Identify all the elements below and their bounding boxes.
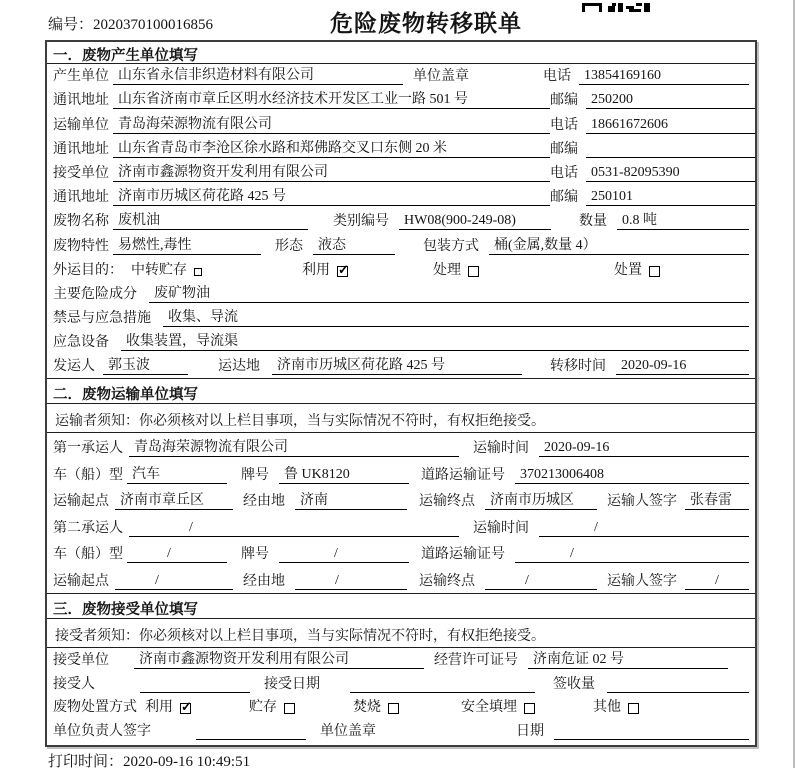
sender-label: 发运人 [53,359,95,375]
carrier-sign-field: / [685,573,749,590]
sender-field: 郭玉波 [103,354,188,375]
permit-field: 济南危证 02 号 [528,648,728,669]
unit-seal-label: 单位盖章 [320,724,376,740]
zip-field: 250101 [586,189,756,206]
plate-label: 牌号 [241,467,269,483]
date-field [554,723,749,740]
print-time-label: 打印时间： [48,754,124,770]
via-label: 经由地 [243,494,285,510]
dispatch-row [53,354,749,378]
address-label: 通讯地址 [53,190,109,206]
waste-character-row [53,233,749,257]
section3-body [47,648,755,743]
permit-label: 经营许可证号 [434,652,518,668]
producer-field: 山东省永信非织造材料有限公司 [113,64,403,85]
quantity-label: 数量 [579,214,607,230]
checkbox [649,266,660,277]
destination-field: 济南市历城区荷花路 425 号 [272,354,522,375]
producer-row [53,64,749,88]
carrier2-label: 第二承运人 [53,520,123,536]
character-label: 废物特性 [53,238,109,254]
address-field: 山东省青岛市李沧区徐水路和郑佛路交叉口东侧 20 米 [113,137,550,158]
quantity-field: 0.8 吨 [617,209,749,230]
via-label: 经由地 [243,574,285,589]
waste-name-label: 废物名称 [53,214,109,230]
zip-label: 邮编 [550,141,578,157]
purpose-option-treat [433,259,479,279]
checkbox [194,268,202,276]
manifest-form-table [45,40,757,747]
section1-body [47,64,755,378]
address-field: 济南市历城区荷花路 425 号 [113,185,550,206]
hazard-field: 废矿物油 [149,282,749,303]
zip-field [586,141,756,158]
origin-field: / [115,573,233,590]
phone-label: 电话 [543,69,571,85]
accept-date-label: 接受日期 [264,676,320,692]
producer-address-row [53,88,749,112]
emergency-equipment-field: 收集装置，导流渠 [121,330,749,351]
carrier-sign-label: 运输人签字 [607,494,677,510]
date-label: 日期 [516,724,544,740]
receiver-address-row [53,185,749,209]
section2-notice: 运输者须知：你必须核对以上栏目事项，当与实际情况不符时，有权拒绝接受。 [47,404,755,433]
disposal-option-store [249,696,295,716]
checkbox [468,266,479,277]
road-license-field: / [515,546,749,563]
purpose-label: 外运目的： [53,262,123,278]
transport-time-field: 2020-09-16 [539,440,749,457]
carrier1-label: 第一承运人 [53,441,123,457]
plate-field: 鲁 UK8120 [279,463,409,484]
phone-field: 0531-82095390 [586,165,756,182]
serial-label: 编号： [48,17,94,33]
packing-label: 包装方式 [423,238,479,254]
serial-number-line [48,13,213,34]
character-field: 易燃性,毒性 [113,234,261,255]
vehicle-type-field: / [127,546,227,563]
transporter-address-row [53,137,749,161]
transporter-field: 青岛海荣源物流有限公司 [113,113,550,134]
phone-field: 18661672606 [586,117,756,134]
end-label: 运输终点 [419,494,475,510]
responsible-sign-field [196,723,306,740]
transport-time-label: 运输时间 [473,520,529,536]
purpose-option-utilize [302,259,348,279]
transport-time-label: 运输时间 [473,441,529,457]
address-label: 通讯地址 [53,141,109,157]
carrier2-row [53,513,749,540]
transfer-time-label: 转移时间 [550,359,606,375]
vehicle-type-label: 车（船）型 [53,467,123,483]
road-license-field: 370213006408 [515,467,749,484]
receiver-label: 接受单位 [53,165,109,181]
disposal-option-other [593,696,639,716]
phone-label: 电话 [550,117,578,133]
road-license-label: 道路运输证号 [421,467,505,483]
disposal-option-incinerate [353,696,399,716]
vehicle1-row [53,460,749,487]
accept-unit-label: 接受单位 [53,652,109,668]
checkbox-label: 其他 [593,700,621,716]
phone-field: 13854169160 [579,68,749,85]
transporter-label: 运输单位 [53,117,109,133]
producer-label: 产生单位 [53,69,109,85]
checkbox-label: 中转贮存 [131,262,187,278]
zip-label: 邮编 [550,190,578,206]
emergency-equipment-row [53,330,749,354]
section2-body [47,433,755,593]
category-label: 类别编号 [333,214,389,230]
acceptor-field [140,676,250,693]
print-time-value: 2020-09-16 10:49:51 [123,754,251,770]
origin-label: 运输起点 [53,574,109,589]
accept-unit-field: 济南市鑫源物资开发利用有限公司 [134,648,424,669]
section3-notice: 接受者须知：你必须核对以上栏目事项，当与实际情况不符时，有权拒绝接受。 [47,619,755,648]
form-field: 液态 [313,234,395,255]
via-field: 济南 [295,489,407,510]
packing-field: 桶(金属,数量 4） [489,234,749,255]
checkbox-label: 焚烧 [353,700,381,716]
origin-field: 济南市章丘区 [115,489,233,510]
checkbox-label: 安全填埋 [461,700,517,716]
signoff-row [53,719,749,743]
carrier1-row [53,433,749,460]
responsible-sign-label: 单位负责人签字 [53,724,151,740]
checkbox [337,266,348,277]
carrier-sign-label: 运输人签字 [607,574,677,589]
checkbox [284,703,295,714]
vehicle-type-field: 汽车 [127,463,227,484]
qr-code-fragment [582,0,650,10]
checkbox [524,703,535,714]
category-field: HW08(900-249-08) [399,213,551,230]
end-label: 运输终点 [419,574,475,589]
checkbox [388,703,399,714]
route2-row [53,566,749,593]
carrier2-field: / [129,520,459,537]
purpose-option-dispose [614,259,660,279]
transporter-row [53,112,749,136]
checkbox [628,703,639,714]
address-field: 山东省济南市章丘区明水经济技术开发区工业一路 501 号 [113,88,550,109]
disposal-label: 废物处置方式 [53,700,137,716]
acceptance-row [53,672,749,696]
road-license-label: 道路运输证号 [421,547,505,563]
serial-value: 2020370100016856 [93,17,214,33]
destination-label: 运达地 [218,359,260,375]
emergency-measures-row [53,306,749,330]
signed-quantity-field [607,676,749,693]
plate-field: / [279,546,409,563]
section3-header: 三．废物接受单位填写 [47,593,755,619]
form-label: 形态 [275,238,303,254]
hazard-row [53,282,749,306]
acceptor-label: 接受人 [53,676,95,692]
checkbox [180,703,191,714]
plate-label: 牌号 [241,547,269,563]
receiver-row [53,161,749,185]
purpose-row [53,258,749,282]
page-edge-line [793,0,795,768]
accept-unit-row [53,648,749,672]
hazard-label: 主要危险成分 [53,286,137,302]
receiver-field: 济南市鑫源物资开发利用有限公司 [113,161,550,182]
emergency-measures-field: 收集、导流 [163,306,749,327]
checkbox-label: 利用 [145,700,173,716]
vehicle-type-label: 车（船）型 [53,547,123,563]
page-title: 危险废物转移联单 [330,11,522,36]
route1-row [53,487,749,514]
section1-header: 一．废物产生单位填写 [47,42,755,64]
section2-header: 二．废物运输单位填写 [47,378,755,404]
checkbox-label: 利用 [302,262,330,278]
disposal-option-utilize [145,696,191,716]
end-field: / [485,573,597,590]
purpose-option-storage [131,259,202,279]
origin-label: 运输起点 [53,494,109,510]
disposal-row [53,696,749,720]
phone-label: 电话 [550,165,578,181]
waste-name-field: 废机油 [113,209,308,230]
emergency-measures-label: 禁忌与应急措施 [53,311,151,327]
via-field: / [295,573,407,590]
checkbox-label: 贮存 [249,700,277,716]
waste-name-row [53,209,749,233]
end-field: 济南市历城区 [485,489,597,510]
unit-seal-label: 单位盖章 [413,69,469,85]
disposal-option-landfill [461,696,535,716]
vehicle2-row [53,540,749,567]
transfer-time-field: 2020-09-16 [616,358,749,375]
zip-field: 250200 [586,92,756,109]
emergency-equipment-label: 应急设备 [53,335,109,351]
address-label: 通讯地址 [53,93,109,109]
checkbox-label: 处理 [433,262,461,278]
carrier-sign-field: 张春雷 [685,489,749,510]
transport-time-field: / [539,520,749,537]
signed-quantity-label: 签收量 [553,676,595,692]
zip-label: 邮编 [550,93,578,109]
checkbox-label: 处置 [614,262,642,278]
accept-date-field [350,676,535,693]
carrier1-field: 青岛海荣源物流有限公司 [129,436,459,457]
